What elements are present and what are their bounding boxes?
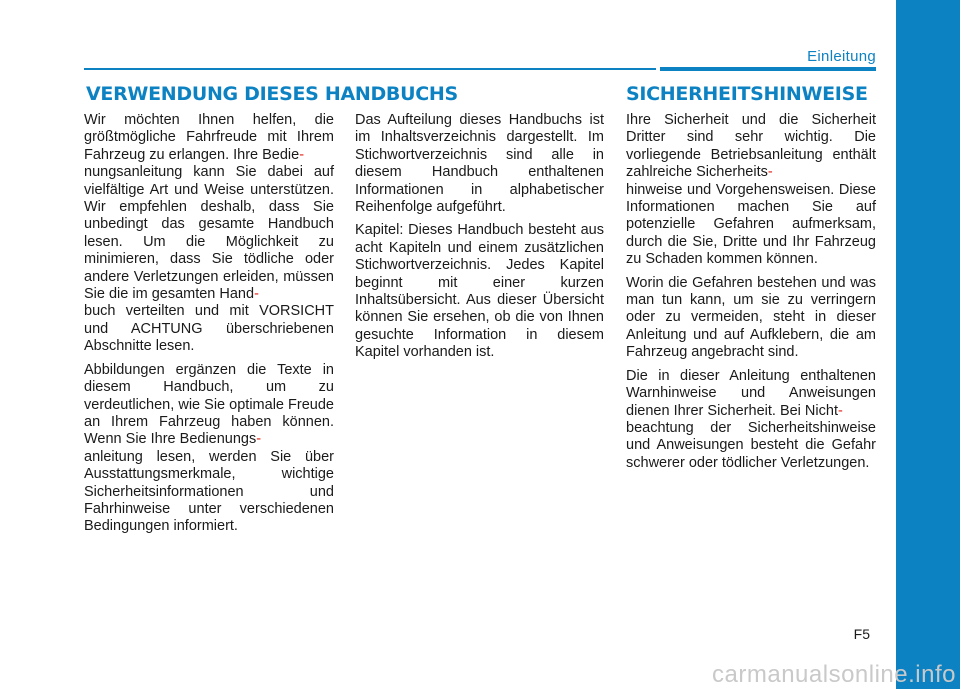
text-run: anleitung lesen, werden Sie über Ausstattungsmerkmale, wichtige Sicherheitsinformationen und Fahrhinweise unter verschiedenen Bedingungen informiert.: [84, 448, 334, 535]
heading-verwendung: VERWENDUNG DIESES HANDBUCHS: [86, 83, 458, 105]
watermark-text: carmanualsonline.info: [712, 661, 956, 688]
text-run: Ihre Sicherheit und die Sicherheit Dritter sind sehr wichtig. Die vorliegende Betriebsanleitung enthält zahlreiche Sicherheits: [626, 112, 876, 181]
page-number: F5: [853, 626, 870, 642]
paragraph: [355, 222, 604, 361]
paragraph: [355, 112, 604, 216]
hyphen-mark: -: [837, 402, 843, 419]
text-run: beachtung der Sicherheitshinweise und Anweisungen besteht die Gefahr schwerer oder tödlicher Verletzungen.: [626, 419, 876, 471]
text-run: Das Aufteilung dieses Handbuchs ist im Inhaltsverzeichnis dargestellt. Im Stichwortverzeichnis sind alle in diesem Handbuch enthaltenen Informationen in alphabetischer Reihenfolge aufgeführt.: [355, 112, 604, 216]
text-run: Abbildungen ergänzen die Texte in diesem Handbuch, um zu verdeutlichen, wie Sie optimale Freude an Ihrem Fahrzeug haben können. Wenn Sie Ihre Bedienungs: [84, 361, 334, 448]
hyphen-mark: -: [256, 431, 262, 448]
hyphen-mark: -: [254, 286, 259, 303]
heading-sicherheitshinweise: SICHERHEITSHINWEISE: [626, 83, 868, 105]
hyphen-mark: -: [299, 146, 305, 163]
paragraph: [84, 112, 334, 356]
hyphen-mark: -: [767, 164, 773, 181]
text-run: nungsanleitung kann Sie dabei auf vielfältige Art und Weise unterstützen. Wir empfehlen deshalb, dass Sie unbedingt das gesamte Handbuch lesen. Um die Möglichkeit zu minimieren, dass Sie tödliche oder andere Verletzungen erleiden, müssen Sie die im gesamten Hand: [84, 164, 334, 303]
text-run: Die in dieser Anleitung enthaltenen Warnhinweise und Anweisungen dienen Ihrer Sicherheit. Bei Nicht: [626, 367, 876, 419]
header-rule: [84, 68, 656, 70]
paragraph: [84, 362, 334, 536]
section-label: Einleitung: [807, 48, 876, 65]
chapter-side-tab: [896, 0, 960, 689]
text-run: Kapitel: Dieses Handbuch besteht aus acht Kapiteln und einem zusätzlichen Stichwortverzeichnis. Jedes Kapitel beginnt mit einer kurzen Inhaltsübersicht. Aus dieser Übersicht können Sie ersehen, ob die von Ihnen gesuchte Information in diesem Kapitel vorhanden ist.: [355, 222, 604, 361]
text-run: hinweise und Vorgehensweisen. Diese Informationen machen Sie auf potenzielle Gefahren aufmerksam, durch die Sie, Dritte und Ihr Fahrzeug zu Schaden kommen können.: [626, 181, 876, 268]
text-run: Wir möchten Ihnen helfen, die größtmögliche Fahrfreude mit Ihrem Fahrzeug zu erlangen. Ihre Bedie: [84, 112, 334, 163]
text-run: buch verteilten und mit VORSICHT und ACHTUNG überschriebenen Abschnitte lesen.: [84, 303, 334, 355]
header-rule-accent: [660, 67, 876, 71]
column-left: [84, 112, 334, 542]
paragraph: [626, 368, 876, 472]
paragraph: [626, 112, 876, 269]
paragraph: [626, 275, 876, 362]
text-run: Worin die Gefahren bestehen und was man tun kann, um sie zu verringern oder zu vermeiden, steht in dieser Anleitung und auf Aufklebern, die am Fahrzeug angebracht sind.: [626, 274, 876, 361]
column-middle: [355, 112, 604, 368]
column-right: [626, 112, 876, 478]
